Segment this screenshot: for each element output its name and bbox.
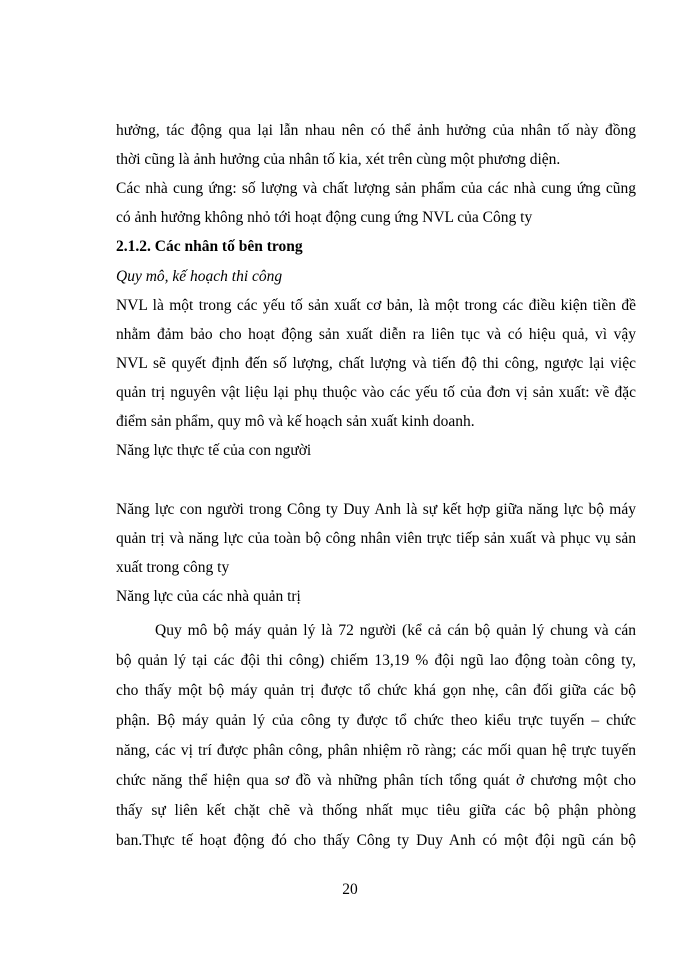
text-line: hưởng, tác động qua lại lẫn nhau nên có thể ảnh hưởng của nhân tố này đồng [116, 122, 636, 139]
text-line: bộ quản lý tại các đội thi công) chiếm 13,19 % đội ngũ lao động toàn công ty, [116, 652, 636, 669]
text-line: ban.Thực tế hoạt động đó cho thấy Công ty Duy Anh có một đội ngũ cán bộ [116, 832, 636, 849]
page-number: 20 [342, 881, 358, 898]
text-line: Quy mô bộ máy quản lý là 72 người (kể cả cán bộ quản lý chung và cán [155, 622, 636, 639]
text-line: chức năng thể hiện qua sơ đồ và những phân tích tổng quát ở chương một cho [116, 772, 636, 789]
text-line: xuất trong công ty [116, 559, 230, 576]
text-line: cho thấy một bộ máy quản trị được tổ chức khá gọn nhẹ, cân đối giữa các bộ [116, 682, 636, 699]
subheading-managers: Năng lực của các nhà quản trị [116, 588, 301, 605]
text-line: NVL là một trong các yếu tố sản xuất cơ bản, là một trong các điều kiện tiền đề [116, 297, 636, 314]
text-line: quản trị và năng lực của toàn bộ công nhân viên trực tiếp sản xuất và phục vụ sản [116, 530, 636, 547]
text-line: năng, các vị trí được phân công, phân nhiệm rõ ràng; các mối quan hệ trực tuyến [116, 742, 636, 759]
text-line: NVL sẽ quyết định đến số lượng, chất lượng và tiến độ thi công, ngược lại việc [116, 355, 636, 372]
text-line: nhằm đảm bảo cho hoạt động sản xuất diễn ra liên tục và có hiệu quả, vì vậy [116, 326, 636, 343]
text-line: quản trị nguyên vật liệu lại phụ thuộc vào các yếu tố của đơn vị sản xuất: về đặc [116, 384, 636, 401]
text-line: có ảnh hưởng không nhỏ tới hoạt động cung ứng NVL của Công ty [116, 209, 533, 226]
subheading-people: Năng lực thực tế của con người [116, 442, 312, 459]
text-line: Các nhà cung ứng: số lượng và chất lượng sản phẩm của các nhà cung ứng cũng [116, 180, 636, 197]
text-line: thấy sự liên kết chặt chẽ và thống nhất mục tiêu giữa các bộ phận phòng [116, 802, 636, 819]
text-line: điểm sản phẩm, quy mô và kế hoạch sản xuất kinh doanh. [116, 413, 475, 430]
text-line: Năng lực con người trong Công ty Duy Anh là sự kết hợp giữa năng lực bộ máy [116, 501, 636, 518]
subheading-scale: Quy mô, kế hoạch thi công [116, 268, 283, 285]
text-line: thời cũng là ảnh hưởng của nhân tố kia, xét trên cùng một phương diện. [116, 151, 561, 168]
text-line: phận. Bộ máy quản lý của công ty được tổ chức theo kiểu trực tuyến – chức [116, 712, 636, 729]
section-heading: 2.1.2. Các nhân tố bên trong [116, 238, 303, 255]
